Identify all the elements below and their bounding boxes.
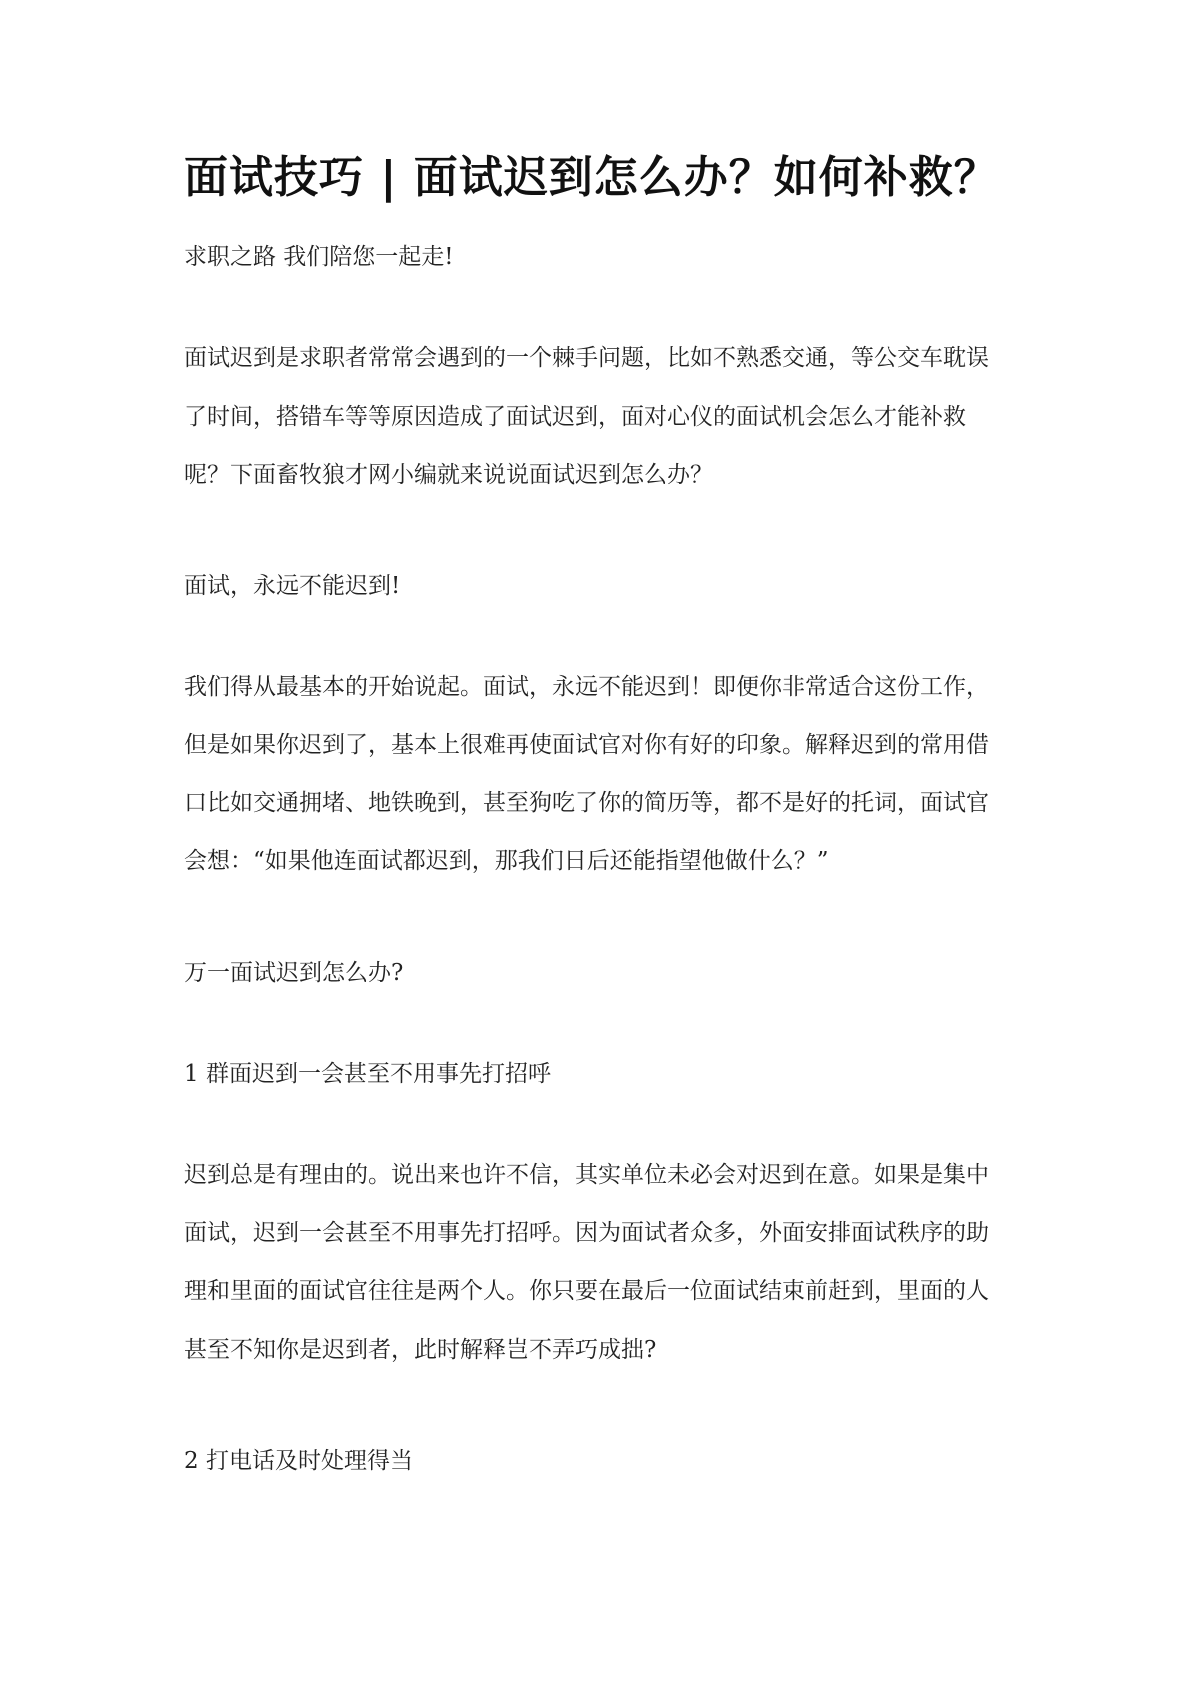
intro-paragraph-line-2: 了时间，搭错车等等原因造成了面试迟到，面对心仪的面试机会怎么才能补救 [184,404,966,430]
paragraph-2-line-2: 但是如果你迟到了，基本上很难再使面试官对你有好的印象。解释迟到的常用借 [184,732,989,758]
paragraph-2-line-1: 我们得从最基本的开始说起。面试，永远不能迟到！即便你非常适合这份工作， [184,674,989,700]
paragraph-3-line-4: 甚至不知你是迟到者，此时解释岂不弄巧成拙? [184,1337,657,1363]
point-1-heading: 1 群面迟到一会甚至不用事先打招呼 [184,1061,551,1087]
intro-paragraph-line-3: 呢？下面畜牧狼才网小编就来说说面试迟到怎么办？ [184,462,713,488]
section-heading-what-if-late: 万一面试迟到怎么办? [184,960,404,986]
point-2-heading: 2 打电话及时处理得当 [184,1448,413,1474]
paragraph-3-line-1: 迟到总是有理由的。说出来也许不信，其实单位未必会对迟到在意。如果是集中 [184,1162,989,1188]
paragraph-3-line-2: 面试，迟到一会甚至不用事先打招呼。因为面试者众多，外面安排面试秩序的助 [184,1220,989,1246]
paragraph-2-line-4: 会想：“如果他连面试都迟到，那我们日后还能指望他做什么？” [184,848,829,874]
paragraph-3-line-3: 理和里面的面试官往往是两个人。你只要在最后一位面试结束前赶到，里面的人 [184,1278,989,1304]
intro-paragraph-line-1: 面试迟到是求职者常常会遇到的一个棘手问题，比如不熟悉交通，等公交车耽误 [184,345,989,371]
page-title: 面试技巧 | 面试迟到怎么办？如何补救？ [184,152,999,203]
paragraph-2-line-3: 口比如交通拥堵、地铁晚到，甚至狗吃了你的简历等，都不是好的托词，面试官 [184,790,989,816]
section-heading-never-late: 面试，永远不能迟到! [184,573,401,599]
subtitle: 求职之路 我们陪您一起走! [184,244,454,270]
